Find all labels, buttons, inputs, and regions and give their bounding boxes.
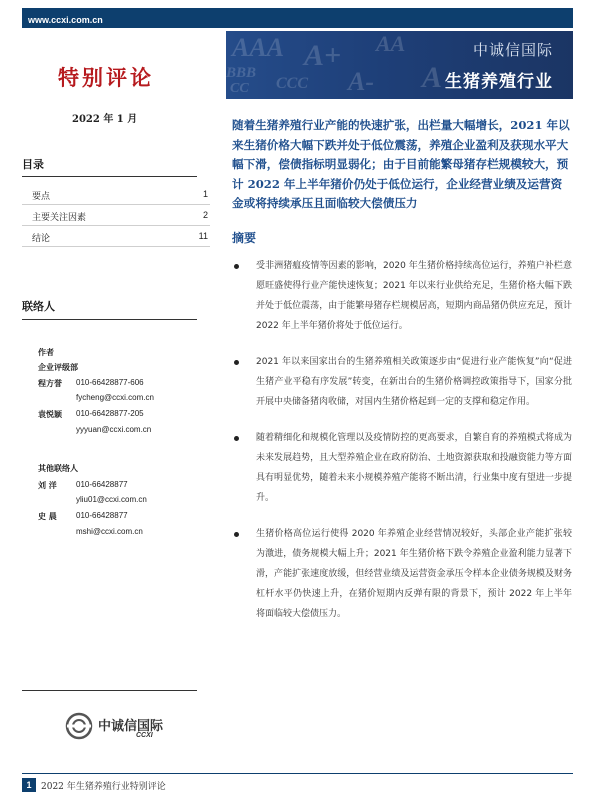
bullet-text: 受非洲猪瘟疫情等因素的影响，2020 年生猪价格持续高位运行，养殖户补栏意愿旺盛使得行业产能快速恢复；2021 年以来行业供给充足，生猪价格大幅下跌并处于低位震荡，由于能繁母猪存栏规模居高，短期内商品猪仍供应充足，预计 2022 年上半年猪价将处于低位运行。 (256, 261, 572, 331)
watermark-text: CC (230, 81, 249, 96)
contact-phone: 010-66428877-205 (76, 409, 144, 418)
contact-name: 程方誉 (38, 378, 62, 388)
site-url[interactable]: www.ccxi.com.cn (28, 15, 103, 25)
toc-item[interactable] (22, 226, 210, 247)
bullet-text: 2021 年以来国家出台的生猪养殖相关政策逐步由“促进行业产能恢复”向“促进生猪产业平稳有序发展”转变，在新出台的生猪价格调控政策指导下，国家分批开展中央储备猪肉收储，对国内生猪价格起到一定的支撑和稳定作用。 (256, 357, 572, 407)
table-of-contents (22, 184, 210, 247)
industry-name: 生猪养殖行业 (445, 72, 553, 92)
report-date: 2022 年 1 月 (72, 114, 138, 125)
header-banner (226, 31, 573, 99)
bullet-text: 随着精细化和规模化管理以及疫情防控的更高要求，自繁自育的养殖模式将成为未来发展趋势，且大型养殖企业在政府防治、土地资源获取和投融资能力等方面具有明显优势，随着未来小规模养殖产能将不断出清，行业集中度有望进一步提升。 (256, 433, 572, 503)
bullet-icon (234, 264, 239, 269)
abstract-bullet (232, 524, 572, 624)
bullet-icon (234, 436, 239, 441)
contact-email[interactable]: yliu01@ccxi.com.cn (76, 495, 147, 504)
divider (22, 176, 197, 177)
contact-email[interactable]: fycheng@ccxi.com.cn (76, 393, 154, 402)
abstract-bullet (232, 256, 572, 336)
contact-name: 史 晨 (38, 511, 57, 521)
divider (22, 319, 197, 320)
ccxi-logo-icon (64, 711, 94, 741)
toc-item-page: 11 (198, 231, 208, 241)
contact-name: 刘 洋 (38, 480, 57, 490)
bullet-icon (234, 532, 239, 537)
logo-text-cn: 中诚信国际 (98, 719, 164, 734)
toc-item[interactable] (22, 184, 210, 205)
watermark-text: AAA (232, 33, 285, 62)
contacts-heading: 联络人 (22, 300, 55, 313)
logo-text-en: CCXI (136, 732, 153, 739)
watermark-text: A+ (304, 39, 342, 72)
toc-item-label: 主要关注因素 (32, 212, 87, 222)
footer-title: 2022 年生猪养殖行业特别评论 (41, 782, 166, 792)
abstract-bullet (232, 428, 572, 508)
bullet-icon (234, 360, 239, 365)
watermark-text: BBB (226, 65, 257, 81)
abstract-list (232, 256, 572, 640)
dept-label: 企业评级部 (38, 362, 78, 372)
company-logo (64, 711, 184, 745)
watermark-text: A (422, 61, 443, 94)
divider (22, 690, 197, 691)
top-bar (22, 8, 573, 28)
authors-label: 作者 (38, 347, 54, 357)
contact-phone: 010-66428877-606 (76, 378, 144, 387)
contact-email[interactable]: yyyuan@ccxi.com.cn (76, 425, 152, 434)
toc-heading: 目录 (22, 158, 44, 171)
others-label: 其他联络人 (38, 463, 78, 473)
watermark-text: CCC (276, 75, 309, 92)
footer-divider (22, 773, 573, 774)
bullet-text: 生猪价格高位运行使得 2020 年养殖企业经营情况较好，头部企业产能扩张较为激进，债务规模大幅上升；2021 年生猪价格下跌令养殖企业盈利能力显著下滑，产能扩张速度放缓，但经营业绩及运营资金承压令样本企业债务规模及财务杠杆水平仍快速上升，在猪价短期内反弹有限的背景下，预计 2022 年上半年将面临较大偿债压力。 (256, 529, 572, 619)
abstract-title: 摘要 (232, 231, 257, 245)
report-title: 特别评论 (58, 65, 154, 90)
toc-item-label: 结论 (32, 233, 51, 243)
toc-item-page: 2 (202, 210, 208, 220)
toc-item-label: 要点 (32, 191, 51, 201)
contact-email[interactable]: mshi@ccxi.com.cn (76, 527, 143, 536)
contact-phone: 010-66428877 (76, 511, 128, 520)
company-name: 中诚信国际 (472, 41, 553, 59)
watermark-text: AA (376, 31, 406, 56)
watermark-text: A- (348, 67, 374, 96)
headline: 随着生猪养殖行业产能的快速扩张，出栏量大幅增长，2021 年以来生猪价格大幅下跌并处于低位震荡，养殖企业盈利及获现水平大幅下滑，偿债指标明显弱化；由于目前能繁母猪存栏规模较大，预计 2022 年上半年猪价仍处于低位运行，企业经营业绩及运营资金或将持续承压且面临较大偿债压力 (232, 118, 570, 210)
contact-name: 袁悦颖 (38, 409, 62, 419)
contact-phone: 010-66428877 (76, 480, 128, 489)
toc-item-page: 1 (202, 189, 208, 199)
toc-item[interactable] (22, 205, 210, 226)
page-number: 1 (22, 778, 36, 792)
abstract-bullet (232, 352, 572, 412)
